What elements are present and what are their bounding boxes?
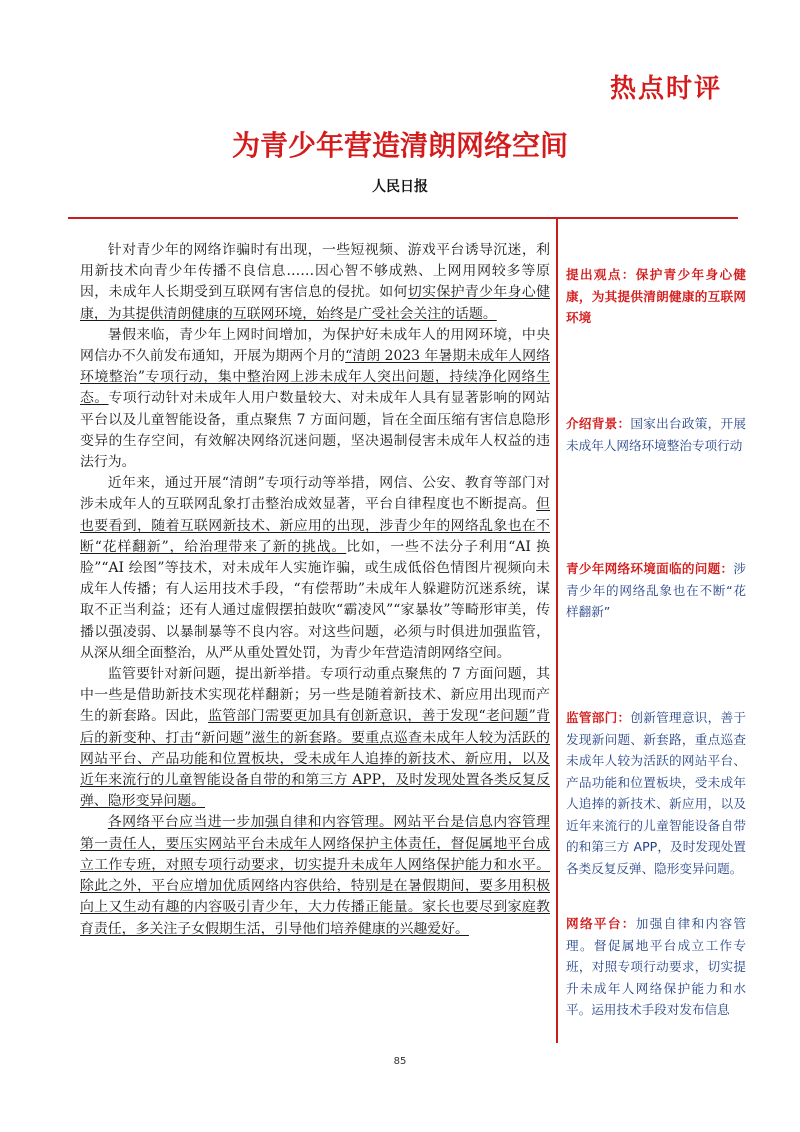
note-text: 涉青少年的网络乱象也在不断“花样翻新”: [566, 561, 746, 619]
page-number: 85: [393, 1056, 407, 1067]
underlined-text: 切实保护青少年身心健康，为其提供清朗健康的互联网环境，始终是广受社会关注的话题。: [80, 284, 550, 322]
paragraph-2: 暑假来临，青少年上网时间增加，为保护好未成年人的用网环境，中央网信办不久前发布通知，开展为期两个月的“清朗 2023 年暑期未成年人网络环境整治”专项行动，集中整治网上涉未成年人突出问题，持续净化网络生态。专项行动针对未成年人用户数量较大、对未成年人具有显著影响的网站平台以及儿童智能设备，重点聚焦 7 方面问题，旨在全面压缩有害信息隐形变异的生存空间，有效解决网络沉迷问题，坚决遏制侵害未成年人权益的违法行为。: [80, 326, 550, 471]
paragraph-4: 监管要针对新问题，提出新举措。专项行动重点聚焦的 7 方面问题，其中一些是借助新技术实现花样翻新；另一些是随着新技术、新应用出现而产生的新套路。因此，监管部门需要更加具有创新意识，善于发现“老问题”背后的新变种、打击“新问题”滋生的新套路。要重点巡查未成年人较为活跃的网站平台、产品功能和位置板块，受未成年人追捧的新技术、新应用，以及近年来流行的儿童智能设备自带的和第三方 APP，及时发现处置各类反复反弹、隐形变异问题。: [80, 666, 550, 810]
margin-note-viewpoint: 提出观点：保护青少年身心健康，为其提供清朗健康的互联网环境: [566, 267, 746, 325]
article-title: 为青少年营造清朗网络空间: [231, 129, 568, 162]
header-divider: [68, 217, 738, 219]
margin-note-background: [566, 413, 746, 456]
article-source: 人民日报: [372, 179, 428, 195]
margin-note-regulators: [566, 707, 746, 879]
note-label: 监管部门：: [566, 710, 631, 725]
paragraph-1: 针对青少年的网络诈骗时有出现，一些短视频、游戏平台诱导沉迷，利用新技术向青少年传播不良信息……因心智不够成熟、上网用网较多等原因，未成年人长期受到互联网有害信息的侵扰。如何切实保护青少年身心健康，为其提供清朗健康的互联网环境，始终是广受社会关注的话题。: [80, 242, 550, 322]
underlined-text: “清朗 2023 年暑期未成年人网络环境整治”专项行动，集中整治网上涉未成年人突出问题，持续净化网络生态。: [80, 348, 550, 407]
note-label: 介绍背景：: [566, 416, 631, 431]
margin-note-problems: [566, 558, 746, 623]
paragraph-5: [80, 812, 550, 939]
underlined-text: 监管部门需要更加具有创新意识，善于发现“老问题”背后的新变种、打击“新问题”滋生的新套路。要重点巡查未成年人较为活跃的网站平台、产品功能和位置板块，受未成年人追捧的新技术、新应用，以及近年来流行的儿童智能设备自带的和第三方 APP，及时发现处置各类反复反弹、隐形变异问题。: [80, 708, 550, 810]
note-text: 加强自律和内容管理。督促属地平台成立工作专班，对照专项行动要求，切实提升未成年人网络保护能力和水平。运用技术手段对发布信息: [566, 916, 747, 1017]
column-divider: [556, 217, 558, 1043]
underlined-text: 但也要看到，随着互联网新技术、新应用的出现，涉青少年的网络乱象也在不断“花样翻新”，给治理带来了新的挑战。: [80, 496, 550, 555]
margin-note-platforms: [566, 913, 746, 1021]
note-text: 国家出台政策，开展未成年人网络环境整治专项行动: [566, 416, 747, 453]
article-body: [80, 240, 550, 940]
note-label: 网络平台：: [566, 916, 636, 931]
paragraph-3: 近年来，通过开展“清朗”专项行动等举措，网信、公安、教育等部门对涉未成年人的互联网乱象打击整治成效显著，平台自律程度也不断提高。但也要看到，随着互联网新技术、新应用的出现，涉青少年的网络乱象也在不断“花样翻新”，给治理带来了新的挑战。比如，一些不法分子利用“AI 换脸”“AI 绘图”等技术，对未成年人实施诈骗，或生成低俗色情图片视频向未成年人传播；有人运用技术手段，“有偿帮助”未成年人躲避防沉迷系统，谋取不正当利益；还有人通过虚假摆拍鼓吹“霸凌风”“家暴妆”等畸形审美，传播以强凌弱、以暴制暴等不良内容。对这些问题，必须与时俱进加强监管，从深从细全面整治，从严从重处置处罚，为青少年营造清朗网络空间。: [80, 475, 550, 661]
note-label: 青少年网络环境面临的问题：: [566, 561, 734, 576]
column-tag: 热点时评: [609, 74, 722, 104]
underlined-text: 各网络平台应当进一步加强自律和内容管理。网站平台是信息内容管理第一责任人，要压实网站平台未成年人网络保护主体责任，督促属地平台成立工作专班，对照专项行动要求，切实提升未成年人网络保护能力和水平。除此之外，平台应增加优质网络内容供给，特别是在暑假期间，要多用积极向上又生动有趣的内容吸引青少年，大力传播正能量。家长也要尽到家庭教育责任，多关注子女假期生活，引导他们培养健康的兴趣爱好。: [80, 814, 550, 937]
note-text: 创新管理意识，善于发现新问题、新套路，重点巡查未成年人较为活跃的网站平台、产品功能和位置板块，受未成年人追捧的新技术、新应用，以及近年来流行的儿童智能设备自带的和第三方 APP，及时发现处置各类反复反弹、隐形变异问题。: [566, 710, 747, 876]
